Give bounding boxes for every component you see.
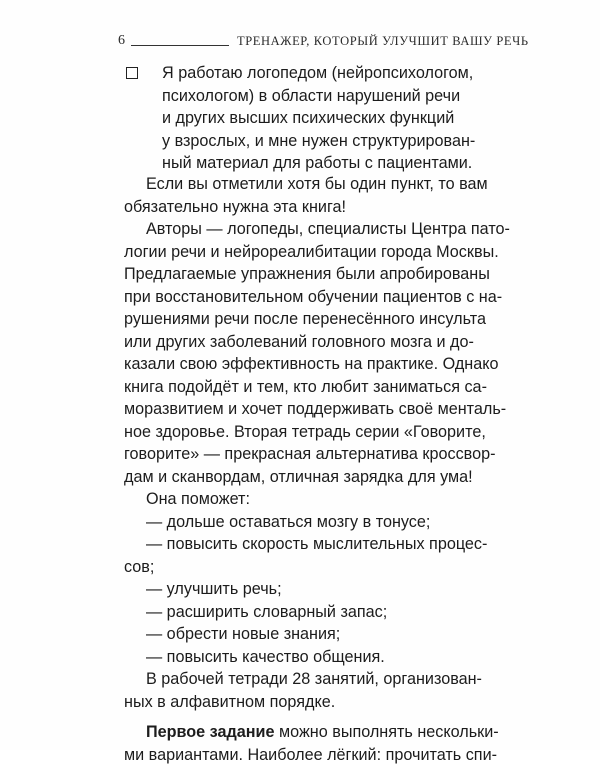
text-line: логии речи и нейрореалибитации города Москвы. <box>124 242 499 261</box>
text-line: рушениями речи после перенесённого инсульта <box>124 310 486 328</box>
empty-checkbox-icon <box>126 67 138 79</box>
authors-paragraph <box>124 218 516 488</box>
running-header-title: ТРЕНАЖЕР, КОТОРЫЙ УЛУЧШИТ ВАШУ РЕЧЬ <box>237 34 529 48</box>
text-line: книга подойдёт и тем, кто любит заниматься са- <box>124 377 487 396</box>
benefit-list-item <box>124 533 516 556</box>
body-text <box>124 173 516 766</box>
text-line: дам и сканвордам, отличная зарядка для ума! <box>124 467 473 486</box>
page-number: 6 <box>118 33 125 48</box>
benefit-list-item: — обрести новые знания; <box>146 625 341 643</box>
text-line: или других заболеваний головного мозга и до- <box>124 332 474 351</box>
text-line: — повысить скорость мыслительных процес- <box>146 535 488 553</box>
text-line: можно выполнять нескольки- <box>274 723 499 741</box>
running-header <box>118 31 529 49</box>
text-line: Предлагаемые упражнения были апробированы <box>124 265 490 283</box>
text-line: ный материал для работы с пациентами. <box>162 154 473 172</box>
checklist-item <box>124 62 524 172</box>
workbook-paragraph <box>124 668 516 713</box>
text-line: казали свою эффективность на практике. Однако <box>124 355 499 373</box>
benefit-list-item: — улучшить речь; <box>146 580 282 598</box>
benefit-list-item: — расширить словарный запас; <box>146 602 388 621</box>
text-line: Я работаю логопедом (нейропсихологом, <box>162 64 474 82</box>
text-line: Если вы отметили хотя бы один пункт, то вам <box>146 175 488 193</box>
paragraph-gap <box>124 713 516 721</box>
text-line: психологом) в области нарушений речи <box>162 86 461 105</box>
text-line: В рабочей тетради 28 занятий, организован- <box>146 670 482 688</box>
text-line: моразвитием и хочет поддерживать своё менталь- <box>124 400 507 418</box>
text-line: говорите» — прекрасная альтернатива кроссвор- <box>124 445 496 463</box>
benefit-list-item: — повысить качество общения. <box>146 647 385 666</box>
intro-paragraph <box>124 173 516 218</box>
benefit-list-item-continuation: сов; <box>124 557 155 576</box>
first-task-paragraph <box>124 721 516 766</box>
checklist-item-text <box>162 62 522 175</box>
text-line: при восстановительном обучении пациентов с на- <box>124 287 503 306</box>
benefits-lead: Она поможет: <box>146 490 250 508</box>
text-line: Авторы — логопеды, специалисты Центра пато- <box>146 220 510 238</box>
header-rule <box>131 45 229 46</box>
text-line: ми вариантами. Наиболее лёгкий: прочитать спи- <box>124 745 497 764</box>
text-line: ных в алфавитном порядке. <box>124 692 336 711</box>
text-line: обязательно нужна эта книга! <box>124 197 346 216</box>
text-line: ное здоровье. Вторая тетрадь серии «Говорите, <box>124 422 486 441</box>
first-task-label: Первое задание <box>146 723 275 741</box>
text-line: у взрослых, и мне нужен структурирован- <box>162 131 476 150</box>
benefit-list-item: — дольше оставаться мозгу в тонусе; <box>146 512 431 531</box>
text-line: и других высших психических функций <box>162 109 455 127</box>
